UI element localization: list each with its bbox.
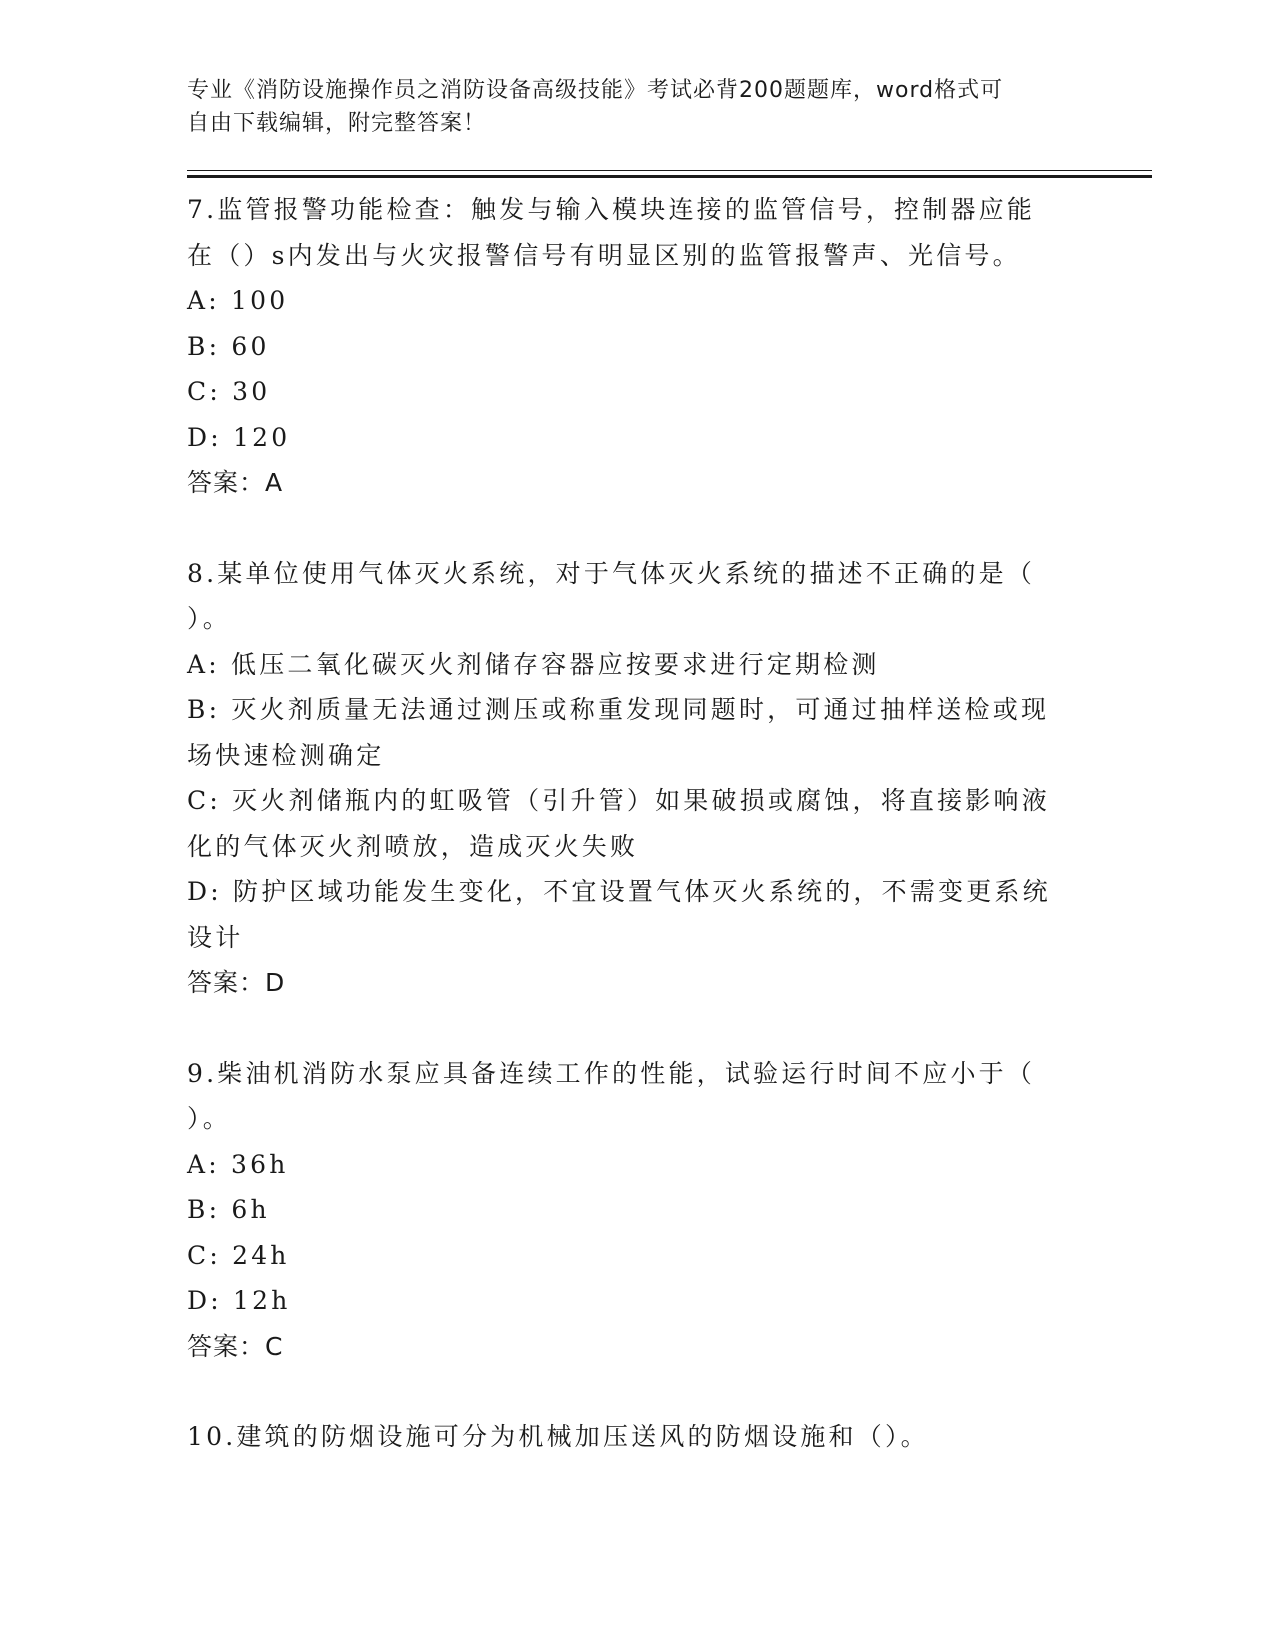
option-c-continued: 化的气体灭火剂喷放，造成灭火失败	[187, 831, 639, 861]
option-d: D: 12h	[187, 1286, 291, 1315]
question-10	[187, 1414, 1087, 1460]
question-7	[187, 187, 1087, 506]
header-line-1: 专业《消防设施操作员之消防设备高级技能》考试必背200题题库，word格式可	[187, 78, 1004, 103]
question-text-line: 8.某单位使用气体灭火系统，对于气体灭火系统的描述不正确的是（	[187, 558, 1036, 588]
question-text-line: ）。	[187, 1104, 231, 1133]
question-8	[187, 551, 1087, 1006]
header-line-2: 自由下载编辑，附完整答案！	[187, 111, 487, 136]
option-c: C: 30	[187, 377, 271, 406]
question-text-line: 10.建筑的防烟设施可分为机械加压送风的防烟设施和（）。	[187, 1422, 929, 1451]
option-d: D: 防护区域功能发生变化，不宜设置气体灭火系统的，不需变更系统	[187, 877, 1051, 906]
option-d-continued: 设计	[187, 922, 244, 952]
document-header	[187, 74, 1067, 140]
question-list	[187, 187, 1087, 1505]
option-b: B: 灭火剂质量无法通过测压或称重发现同题时，可通过抽样送检或现	[187, 695, 1050, 724]
option-b: B: 60	[187, 331, 270, 361]
question-text-line: 9.柴油机消防水泵应具备连续工作的性能，试验运行时间不应小于（	[187, 1058, 1036, 1088]
question-text-line: ）。	[187, 604, 231, 633]
option-c: C: 灭火剂储瓶内的虹吸管（引升管）如果破损或腐蚀，将直接影响液	[187, 786, 1050, 815]
option-d: D: 120	[187, 422, 291, 452]
answer-label: 答案：C	[187, 1331, 284, 1361]
header-divider-thick	[187, 175, 1152, 178]
question-text-line: 在（）s内发出与火灾报警信号有明显区别的监管报警声、光信号。	[187, 240, 1021, 270]
question-text-line: 7.监管报警功能检查：触发与输入模块连接的监管信号，控制器应能	[187, 195, 1036, 224]
header-divider-thin	[187, 170, 1152, 171]
option-a: A: 100	[187, 286, 289, 315]
answer-label: 答案：A	[187, 468, 284, 497]
question-9	[187, 1051, 1087, 1370]
answer-label: 答案：D	[187, 968, 286, 997]
option-a: A: 低压二氧化碳灭火剂储存容器应按要求进行定期检测	[187, 649, 880, 679]
option-b: B: 6h	[187, 1195, 270, 1224]
option-b-continued: 场快速检测确定	[187, 740, 385, 770]
option-c: C: 24h	[187, 1240, 290, 1270]
option-a: A: 36h	[187, 1149, 289, 1179]
